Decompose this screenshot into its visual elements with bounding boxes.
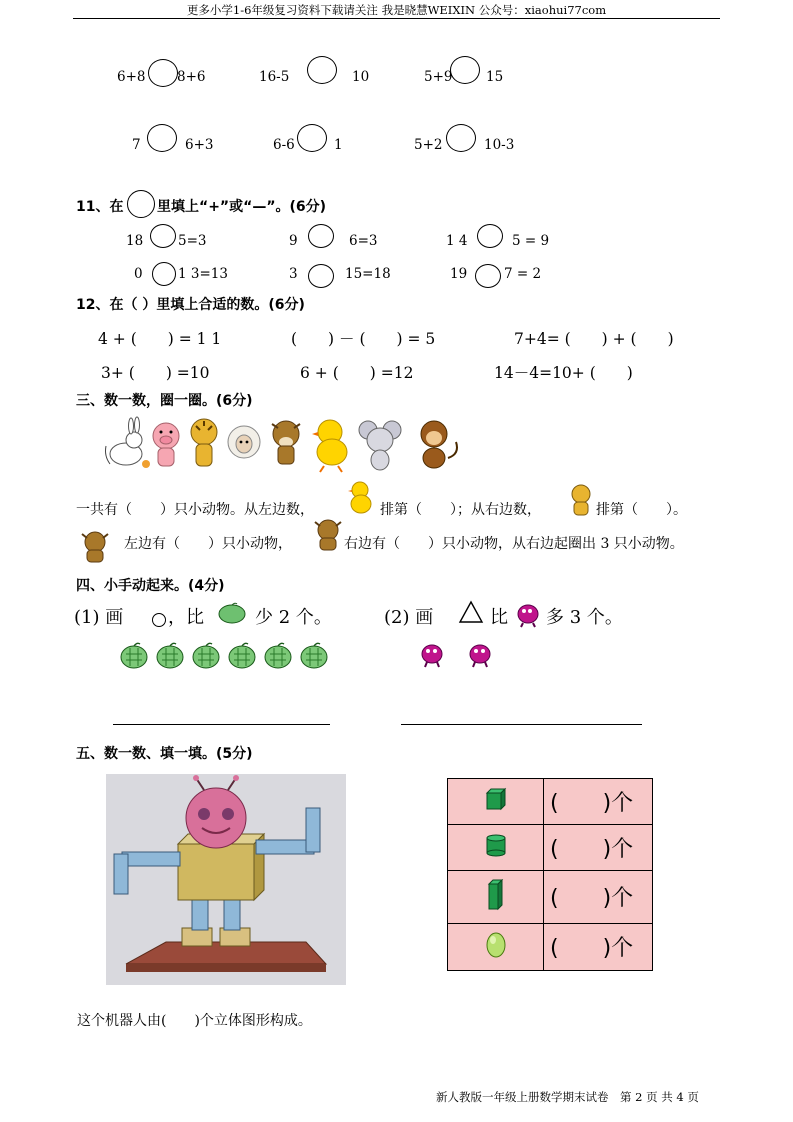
s3-line1-a: 一共有（ ）只小动物。从左边数， — [76, 502, 314, 518]
chick-icon — [346, 480, 374, 514]
small-circle-icon — [152, 613, 166, 627]
q11-left: 18 — [126, 233, 144, 249]
answer-circle[interactable] — [148, 59, 178, 87]
answer-circle[interactable] — [446, 124, 476, 152]
count-answer[interactable]: ( )个 — [544, 923, 653, 970]
section5-title: 五、数一数、填一填。(5分) — [76, 746, 253, 762]
apple-icon — [217, 602, 247, 624]
s4-part1-c: 少 2 个。 — [255, 607, 332, 628]
apple-icon — [229, 643, 255, 668]
title-circle-icon — [127, 190, 155, 218]
sheep-icon — [228, 426, 260, 458]
answer-circle[interactable] — [147, 124, 177, 152]
q11-right: 15=18 — [345, 266, 391, 282]
apple-icon — [265, 643, 291, 668]
shape-cell — [448, 870, 544, 923]
count-answer[interactable]: ( )个 — [544, 824, 653, 870]
compare-left: 6-6 — [273, 137, 295, 153]
answer-circle[interactable] — [152, 262, 176, 286]
q12-expr: ( ) － ( ) = 5 — [291, 330, 436, 348]
cuboid-icon — [487, 879, 505, 911]
shape-cell — [448, 923, 544, 970]
answer-circle[interactable] — [308, 224, 334, 248]
triangle-icon — [458, 600, 484, 624]
q11-title-end: 里填上“+”或“—”。(6分) — [157, 199, 327, 215]
answer-circle[interactable] — [307, 56, 337, 84]
answer-circle[interactable] — [297, 124, 327, 152]
sphere-icon — [485, 931, 507, 959]
table-row — [448, 870, 653, 923]
s4-part1-a: (1) 画 — [74, 607, 124, 628]
q11-right: 1 3=13 — [178, 266, 228, 282]
monkey-icon — [421, 421, 457, 468]
compare-left: 7 — [132, 137, 141, 153]
count-answer[interactable]: ( )个 — [544, 779, 653, 825]
section3-title: 三、数一数，圈一圈。(6分) — [76, 393, 253, 409]
q12-expr: 3+ ( ) =10 — [101, 364, 210, 382]
table-row — [448, 779, 653, 825]
compare-right: 10 — [352, 69, 370, 85]
compare-left: 6+8 — [117, 69, 146, 85]
chick-icon — [312, 420, 347, 472]
q11-left: 0 — [134, 266, 143, 282]
q11-right: 6=3 — [349, 233, 378, 249]
q12-expr: 4 + ( ) = 1 1 — [98, 330, 222, 348]
compare-left: 5+9 — [424, 69, 453, 85]
q12-expr: 14－4=10+ ( ) — [494, 364, 633, 382]
page-header: 更多小学1-6年级复习资料下载请关注 我是晓慧WEIXIN 公众号：xiaohui77com — [186, 3, 607, 17]
s4-part2-b: 比 — [490, 607, 508, 628]
mouse-icon — [359, 421, 401, 470]
q11-title-start: 11、在 — [76, 199, 124, 215]
q12-title: 12、在（ ）里填上合适的数。(6分) — [76, 297, 305, 313]
s4-part2-c: 多 3 个。 — [546, 607, 623, 628]
answer-circle[interactable] — [477, 224, 503, 248]
q12-expr: 7+4= ( ) + ( ) — [514, 330, 674, 348]
q12-expr: 6 + ( ) =12 — [300, 364, 414, 382]
robot-image — [106, 774, 346, 985]
compare-right: 15 — [486, 69, 504, 85]
table-row — [448, 923, 653, 970]
shape-count-table — [447, 778, 653, 971]
compare-left: 16-5 — [259, 69, 290, 85]
cube-icon — [485, 787, 507, 811]
animal-row — [100, 414, 480, 474]
q11-left: 9 — [289, 233, 298, 249]
shape-cell — [448, 779, 544, 825]
answer-line[interactable] — [113, 724, 330, 725]
rabbit-icon — [106, 417, 151, 468]
shape-cell — [448, 824, 544, 870]
compare-right: 6+3 — [185, 137, 214, 153]
q11-right: 5 = 9 — [512, 233, 550, 249]
section4-title: 四、小手动起来。(4分) — [76, 578, 225, 594]
q11-left: 3 — [289, 266, 298, 282]
bird-icon — [470, 645, 490, 667]
cow-icon — [272, 421, 300, 464]
apple-row — [120, 640, 340, 670]
apple-icon — [193, 643, 219, 668]
apple-icon — [301, 643, 327, 668]
q11-right: 7 = 2 — [504, 266, 542, 282]
cylinder-icon — [485, 833, 507, 857]
q11-left: 1 4 — [446, 233, 468, 249]
pig-icon — [153, 423, 179, 466]
compare-right: 1 — [334, 137, 343, 153]
answer-circle[interactable] — [150, 224, 176, 248]
s3-line1-b: 排第（ ）；从右边数， — [380, 502, 541, 518]
q11-right: 5=3 — [178, 233, 207, 249]
answer-circle[interactable] — [450, 56, 480, 84]
bird-icon — [515, 600, 541, 628]
answer-circle[interactable] — [475, 264, 501, 288]
compare-left: 5+2 — [414, 137, 443, 153]
s3-line2-b: 右边有（ ）只小动物，从右边起圈出 3 只小动物。 — [344, 536, 684, 552]
apple-icon — [121, 643, 147, 668]
answer-circle[interactable] — [308, 264, 334, 288]
s4-part1-b: ，比 — [168, 607, 204, 628]
tiger-icon — [568, 484, 594, 516]
compare-right: 10-3 — [484, 137, 515, 153]
s3-line1-c: 排第（ ）。 — [596, 502, 687, 518]
s4-part2-a: (2) 画 — [384, 607, 434, 628]
cow-icon — [313, 518, 343, 552]
apple-icon — [157, 643, 183, 668]
q11-left: 19 — [450, 266, 468, 282]
answer-line[interactable] — [401, 724, 642, 725]
s5-summary: 这个机器人由( )个立体图形构成。 — [77, 1013, 312, 1029]
header-divider — [73, 18, 720, 19]
compare-right: 8+6 — [177, 69, 206, 85]
tiger-icon — [191, 419, 217, 466]
cow-icon — [80, 530, 110, 564]
page-footer: 新人教版一年级上册数学期末试卷 第 2 页 共 4 页 — [436, 1090, 699, 1104]
count-answer[interactable]: ( )个 — [544, 870, 653, 923]
bird-row — [418, 640, 498, 670]
bird-icon — [422, 645, 442, 667]
s3-line2-a: 左边有（ ）只小动物， — [124, 536, 292, 552]
table-row — [448, 824, 653, 870]
